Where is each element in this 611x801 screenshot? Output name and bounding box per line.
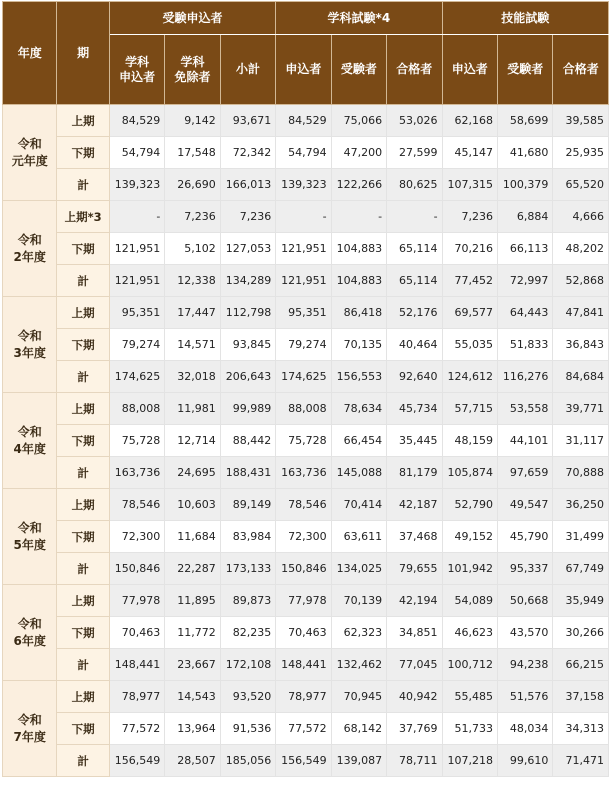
value-cell: 55,035 — [442, 329, 497, 361]
period-label: 計 — [57, 553, 109, 585]
value-cell: 30,266 — [553, 617, 609, 649]
value-cell: 12,714 — [165, 425, 220, 457]
table-row — [3, 521, 609, 553]
value-cell: 10,603 — [165, 489, 220, 521]
period-label: 上期 — [57, 681, 109, 713]
subheader-cell: 受験者 — [497, 35, 552, 105]
value-cell: 47,841 — [553, 297, 609, 329]
period-label: 下期 — [57, 233, 109, 265]
value-cell: 43,570 — [497, 617, 552, 649]
value-cell: 52,790 — [442, 489, 497, 521]
value-cell: 42,194 — [387, 585, 442, 617]
header-group-skill: 技能試験 — [442, 2, 608, 35]
value-cell: 45,147 — [442, 137, 497, 169]
value-cell: 174,625 — [276, 361, 331, 393]
value-cell: 65,520 — [553, 169, 609, 201]
value-cell: 26,690 — [165, 169, 220, 201]
value-cell: 34,851 — [387, 617, 442, 649]
value-cell: 163,736 — [276, 457, 331, 489]
value-cell: 79,274 — [109, 329, 164, 361]
value-cell: 70,139 — [331, 585, 386, 617]
value-cell: 139,323 — [109, 169, 164, 201]
value-cell: 84,529 — [276, 105, 331, 137]
value-cell: 11,895 — [165, 585, 220, 617]
table-row — [3, 649, 609, 681]
period-label: 下期 — [57, 521, 109, 553]
table-row — [3, 297, 609, 329]
value-cell: 48,202 — [553, 233, 609, 265]
subheader-cell: 受験者 — [331, 35, 386, 105]
value-cell: 77,572 — [109, 713, 164, 745]
subheader-cell: 小計 — [220, 35, 275, 105]
value-cell: 91,536 — [220, 713, 275, 745]
value-cell: 150,846 — [109, 553, 164, 585]
header-period: 期 — [57, 2, 109, 105]
value-cell: 54,089 — [442, 585, 497, 617]
value-cell: 78,977 — [276, 681, 331, 713]
value-cell: 70,216 — [442, 233, 497, 265]
value-cell: 84,529 — [109, 105, 164, 137]
value-cell: 150,846 — [276, 553, 331, 585]
value-cell: 97,659 — [497, 457, 552, 489]
value-cell: 95,351 — [276, 297, 331, 329]
value-cell: 77,452 — [442, 265, 497, 297]
value-cell: 88,008 — [276, 393, 331, 425]
table-row — [3, 489, 609, 521]
value-cell: 107,315 — [442, 169, 497, 201]
value-cell: 7,236 — [220, 201, 275, 233]
period-label: 下期 — [57, 137, 109, 169]
value-cell: 14,571 — [165, 329, 220, 361]
table-row — [3, 681, 609, 713]
table-row — [3, 361, 609, 393]
subheader-cell: 学科 免除者 — [165, 35, 220, 105]
table-row — [3, 585, 609, 617]
value-cell: - — [331, 201, 386, 233]
value-cell: 75,728 — [276, 425, 331, 457]
value-cell: 17,548 — [165, 137, 220, 169]
value-cell: 36,250 — [553, 489, 609, 521]
value-cell: 24,695 — [165, 457, 220, 489]
value-cell: 79,655 — [387, 553, 442, 585]
value-cell: 156,549 — [109, 745, 164, 777]
value-cell: 134,289 — [220, 265, 275, 297]
value-cell: 44,101 — [497, 425, 552, 457]
value-cell: 52,176 — [387, 297, 442, 329]
value-cell: 39,771 — [553, 393, 609, 425]
value-cell: 57,715 — [442, 393, 497, 425]
value-cell: - — [387, 201, 442, 233]
value-cell: 127,053 — [220, 233, 275, 265]
value-cell: 185,056 — [220, 745, 275, 777]
value-cell: 77,572 — [276, 713, 331, 745]
value-cell: 206,643 — [220, 361, 275, 393]
value-cell: 104,883 — [331, 265, 386, 297]
subheader-cell: 申込者 — [442, 35, 497, 105]
table-row — [3, 393, 609, 425]
value-cell: 52,868 — [553, 265, 609, 297]
value-cell: - — [109, 201, 164, 233]
value-cell: 17,447 — [165, 297, 220, 329]
value-cell: 70,135 — [331, 329, 386, 361]
value-cell: 23,667 — [165, 649, 220, 681]
value-cell: 7,236 — [165, 201, 220, 233]
value-cell: 6,884 — [497, 201, 552, 233]
value-cell: 82,235 — [220, 617, 275, 649]
value-cell: 36,843 — [553, 329, 609, 361]
value-cell: 54,794 — [109, 137, 164, 169]
period-label: 上期*3 — [57, 201, 109, 233]
value-cell: 47,200 — [331, 137, 386, 169]
value-cell: 78,634 — [331, 393, 386, 425]
value-cell: 93,520 — [220, 681, 275, 713]
value-cell: 173,133 — [220, 553, 275, 585]
value-cell: 100,712 — [442, 649, 497, 681]
value-cell: 31,499 — [553, 521, 609, 553]
table-row — [3, 425, 609, 457]
header-group-written: 学科試験*4 — [276, 2, 442, 35]
value-cell: 94,238 — [497, 649, 552, 681]
value-cell: 31,117 — [553, 425, 609, 457]
year-label: 令和 元年度 — [3, 105, 57, 201]
table-row — [3, 201, 609, 233]
value-cell: 42,187 — [387, 489, 442, 521]
value-cell: 83,984 — [220, 521, 275, 553]
period-label: 計 — [57, 169, 109, 201]
value-cell: 49,152 — [442, 521, 497, 553]
table-header — [3, 2, 609, 105]
value-cell: 66,454 — [331, 425, 386, 457]
value-cell: 121,951 — [276, 233, 331, 265]
value-cell: 122,266 — [331, 169, 386, 201]
value-cell: 37,769 — [387, 713, 442, 745]
value-cell: 45,734 — [387, 393, 442, 425]
period-label: 上期 — [57, 489, 109, 521]
period-label: 下期 — [57, 713, 109, 745]
subheader-cell: 合格者 — [387, 35, 442, 105]
exam-statistics-table — [2, 1, 609, 777]
value-cell: 66,215 — [553, 649, 609, 681]
value-cell: 100,379 — [497, 169, 552, 201]
value-cell: 37,468 — [387, 521, 442, 553]
value-cell: 88,008 — [109, 393, 164, 425]
value-cell: 71,471 — [553, 745, 609, 777]
value-cell: 99,989 — [220, 393, 275, 425]
value-cell: 58,699 — [497, 105, 552, 137]
value-cell: 48,034 — [497, 713, 552, 745]
value-cell: 22,287 — [165, 553, 220, 585]
value-cell: 78,977 — [109, 681, 164, 713]
value-cell: 12,338 — [165, 265, 220, 297]
value-cell: 84,684 — [553, 361, 609, 393]
value-cell: 72,342 — [220, 137, 275, 169]
value-cell: 92,640 — [387, 361, 442, 393]
year-label: 令和 6年度 — [3, 585, 57, 681]
value-cell: 75,728 — [109, 425, 164, 457]
value-cell: 95,337 — [497, 553, 552, 585]
value-cell: 49,547 — [497, 489, 552, 521]
value-cell: 67,749 — [553, 553, 609, 585]
period-label: 下期 — [57, 329, 109, 361]
value-cell: 70,888 — [553, 457, 609, 489]
value-cell: 53,558 — [497, 393, 552, 425]
value-cell: 35,949 — [553, 585, 609, 617]
value-cell: 78,546 — [276, 489, 331, 521]
value-cell: 69,577 — [442, 297, 497, 329]
period-label: 上期 — [57, 585, 109, 617]
value-cell: 188,431 — [220, 457, 275, 489]
year-label: 令和 4年度 — [3, 393, 57, 489]
value-cell: 63,611 — [331, 521, 386, 553]
value-cell: 64,443 — [497, 297, 552, 329]
table-row — [3, 457, 609, 489]
value-cell: 5,102 — [165, 233, 220, 265]
value-cell: 104,883 — [331, 233, 386, 265]
value-cell: 124,612 — [442, 361, 497, 393]
value-cell: 132,462 — [331, 649, 386, 681]
value-cell: 145,088 — [331, 457, 386, 489]
value-cell: 75,066 — [331, 105, 386, 137]
value-cell: 105,874 — [442, 457, 497, 489]
value-cell: 9,142 — [165, 105, 220, 137]
value-cell: 70,414 — [331, 489, 386, 521]
period-label: 計 — [57, 265, 109, 297]
value-cell: 11,684 — [165, 521, 220, 553]
value-cell: 95,351 — [109, 297, 164, 329]
value-cell: 51,833 — [497, 329, 552, 361]
table-row — [3, 617, 609, 649]
value-cell: 112,798 — [220, 297, 275, 329]
value-cell: 163,736 — [109, 457, 164, 489]
table-row — [3, 265, 609, 297]
subheader-cell: 合格者 — [553, 35, 609, 105]
value-cell: 14,543 — [165, 681, 220, 713]
value-cell: 78,711 — [387, 745, 442, 777]
value-cell: 54,794 — [276, 137, 331, 169]
value-cell: - — [276, 201, 331, 233]
value-cell: 50,668 — [497, 585, 552, 617]
value-cell: 72,300 — [276, 521, 331, 553]
value-cell: 70,463 — [276, 617, 331, 649]
value-cell: 77,045 — [387, 649, 442, 681]
value-cell: 51,733 — [442, 713, 497, 745]
value-cell: 99,610 — [497, 745, 552, 777]
value-cell: 93,845 — [220, 329, 275, 361]
value-cell: 86,418 — [331, 297, 386, 329]
value-cell: 28,507 — [165, 745, 220, 777]
value-cell: 121,951 — [109, 265, 164, 297]
value-cell: 134,025 — [331, 553, 386, 585]
value-cell: 13,964 — [165, 713, 220, 745]
value-cell: 41,680 — [497, 137, 552, 169]
subheader-cell: 学科 申込者 — [109, 35, 164, 105]
period-label: 計 — [57, 457, 109, 489]
table-body — [3, 105, 609, 777]
table-row — [3, 105, 609, 137]
value-cell: 72,300 — [109, 521, 164, 553]
value-cell: 88,442 — [220, 425, 275, 457]
value-cell: 77,978 — [276, 585, 331, 617]
value-cell: 46,623 — [442, 617, 497, 649]
table-row — [3, 745, 609, 777]
value-cell: 45,790 — [497, 521, 552, 553]
value-cell: 7,236 — [442, 201, 497, 233]
value-cell: 40,942 — [387, 681, 442, 713]
value-cell: 11,981 — [165, 393, 220, 425]
year-label: 令和 5年度 — [3, 489, 57, 585]
value-cell: 62,168 — [442, 105, 497, 137]
value-cell: 172,108 — [220, 649, 275, 681]
value-cell: 51,576 — [497, 681, 552, 713]
subheader-cell: 申込者 — [276, 35, 331, 105]
value-cell: 65,114 — [387, 233, 442, 265]
value-cell: 65,114 — [387, 265, 442, 297]
value-cell: 89,873 — [220, 585, 275, 617]
table-row — [3, 553, 609, 585]
period-label: 計 — [57, 361, 109, 393]
value-cell: 101,942 — [442, 553, 497, 585]
value-cell: 78,546 — [109, 489, 164, 521]
value-cell: 121,951 — [276, 265, 331, 297]
value-cell: 53,026 — [387, 105, 442, 137]
value-cell: 174,625 — [109, 361, 164, 393]
value-cell: 37,158 — [553, 681, 609, 713]
value-cell: 32,018 — [165, 361, 220, 393]
period-label: 上期 — [57, 297, 109, 329]
value-cell: 70,945 — [331, 681, 386, 713]
value-cell: 116,276 — [497, 361, 552, 393]
year-label: 令和 7年度 — [3, 681, 57, 777]
value-cell: 4,666 — [553, 201, 609, 233]
value-cell: 48,159 — [442, 425, 497, 457]
value-cell: 148,441 — [109, 649, 164, 681]
year-label: 令和 3年度 — [3, 297, 57, 393]
period-label: 計 — [57, 649, 109, 681]
table-row — [3, 137, 609, 169]
value-cell: 70,463 — [109, 617, 164, 649]
value-cell: 166,013 — [220, 169, 275, 201]
value-cell: 66,113 — [497, 233, 552, 265]
value-cell: 62,323 — [331, 617, 386, 649]
value-cell: 77,978 — [109, 585, 164, 617]
value-cell: 80,625 — [387, 169, 442, 201]
value-cell: 156,549 — [276, 745, 331, 777]
table-row — [3, 169, 609, 201]
value-cell: 148,441 — [276, 649, 331, 681]
value-cell: 156,553 — [331, 361, 386, 393]
value-cell: 107,218 — [442, 745, 497, 777]
period-label: 計 — [57, 745, 109, 777]
table-row — [3, 233, 609, 265]
value-cell: 27,599 — [387, 137, 442, 169]
value-cell: 93,671 — [220, 105, 275, 137]
period-label: 下期 — [57, 425, 109, 457]
value-cell: 79,274 — [276, 329, 331, 361]
value-cell: 35,445 — [387, 425, 442, 457]
value-cell: 89,149 — [220, 489, 275, 521]
year-label: 令和 2年度 — [3, 201, 57, 297]
value-cell: 40,464 — [387, 329, 442, 361]
value-cell: 55,485 — [442, 681, 497, 713]
value-cell: 139,087 — [331, 745, 386, 777]
period-label: 上期 — [57, 105, 109, 137]
value-cell: 139,323 — [276, 169, 331, 201]
value-cell: 11,772 — [165, 617, 220, 649]
header-year: 年度 — [3, 2, 57, 105]
period-label: 上期 — [57, 393, 109, 425]
value-cell: 39,585 — [553, 105, 609, 137]
table-row — [3, 713, 609, 745]
value-cell: 34,313 — [553, 713, 609, 745]
header-group-apply: 受験申込者 — [109, 2, 275, 35]
value-cell: 68,142 — [331, 713, 386, 745]
value-cell: 25,935 — [553, 137, 609, 169]
period-label: 下期 — [57, 617, 109, 649]
value-cell: 72,997 — [497, 265, 552, 297]
value-cell: 121,951 — [109, 233, 164, 265]
value-cell: 81,179 — [387, 457, 442, 489]
table-row — [3, 329, 609, 361]
